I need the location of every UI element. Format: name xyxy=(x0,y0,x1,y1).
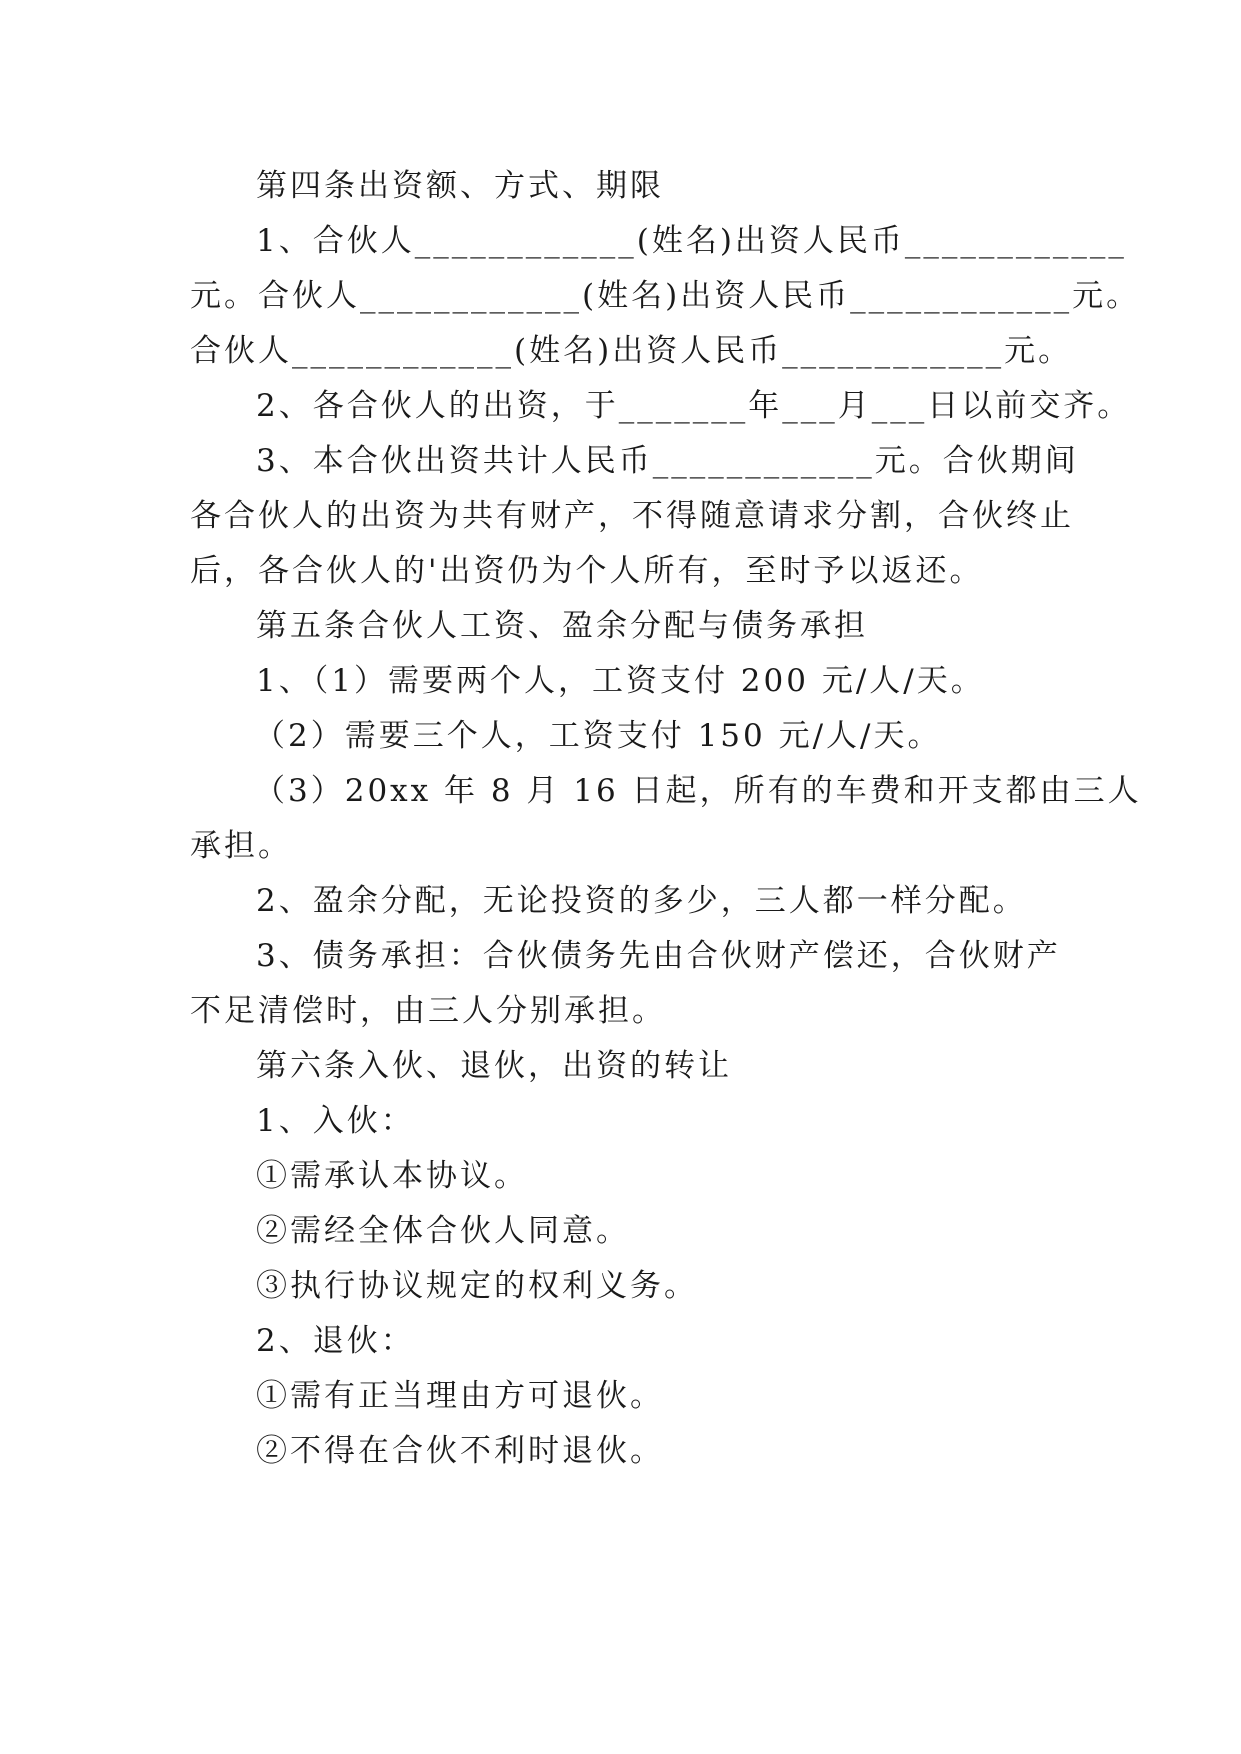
section-heading-article-5: 第五条合伙人工资、盈余分配与债务承担 xyxy=(256,608,868,644)
paragraph-line: 不足清偿时，由三人分别承担。 xyxy=(190,993,666,1029)
paragraph-line: （3）20xx 年 8 月 16 日起，所有的车费和开支都由三人 xyxy=(254,773,1142,809)
paragraph-line: 1、（1）需要两个人，工资支付 200 元/人/天。 xyxy=(256,663,985,699)
paragraph-line: 承担。 xyxy=(190,828,292,864)
list-item: ③执行协议规定的权利义务。 xyxy=(256,1268,698,1304)
paragraph-line: 合伙人____________(姓名)出资人民币____________元。 xyxy=(190,333,1073,369)
list-item: ①需有正当理由方可退伙。 xyxy=(256,1378,664,1414)
list-item: ①需承认本协议。 xyxy=(256,1158,528,1194)
list-item: ②不得在合伙不利时退伙。 xyxy=(256,1433,664,1469)
list-item: ②需经全体合伙人同意。 xyxy=(256,1213,630,1249)
section-heading-article-6: 第六条入伙、退伙，出资的转让 xyxy=(256,1048,732,1084)
paragraph-line: 2、盈余分配，无论投资的多少，三人都一样分配。 xyxy=(256,883,1027,919)
paragraph-line: 3、债务承担：合伙债务先由合伙财产偿还，合伙财产 xyxy=(256,938,1061,974)
section-heading-article-4: 第四条出资额、方式、期限 xyxy=(256,168,664,204)
paragraph-line: （2）需要三个人，工资支付 150 元/人/天。 xyxy=(254,718,942,754)
paragraph-line: 3、本合伙出资共计人民币____________元。合伙期间 xyxy=(256,443,1079,479)
list-item: 1、入伙： xyxy=(256,1103,415,1139)
paragraph-line: 各合伙人的出资为共有财产，不得随意请求分割，合伙终止 xyxy=(190,498,1074,534)
paragraph-line: 后，各合伙人的'出资仍为个人所有，至时予以返还。 xyxy=(190,553,984,589)
paragraph-line: 元。合伙人____________(姓名)出资人民币____________元。 xyxy=(190,278,1141,314)
paragraph-line: 2、各合伙人的出资，于_______年___月___日以前交齐。 xyxy=(256,388,1132,424)
paragraph-line: 1、合伙人____________(姓名)出资人民币____________ xyxy=(256,223,1127,259)
list-item: 2、退伙： xyxy=(256,1323,415,1359)
